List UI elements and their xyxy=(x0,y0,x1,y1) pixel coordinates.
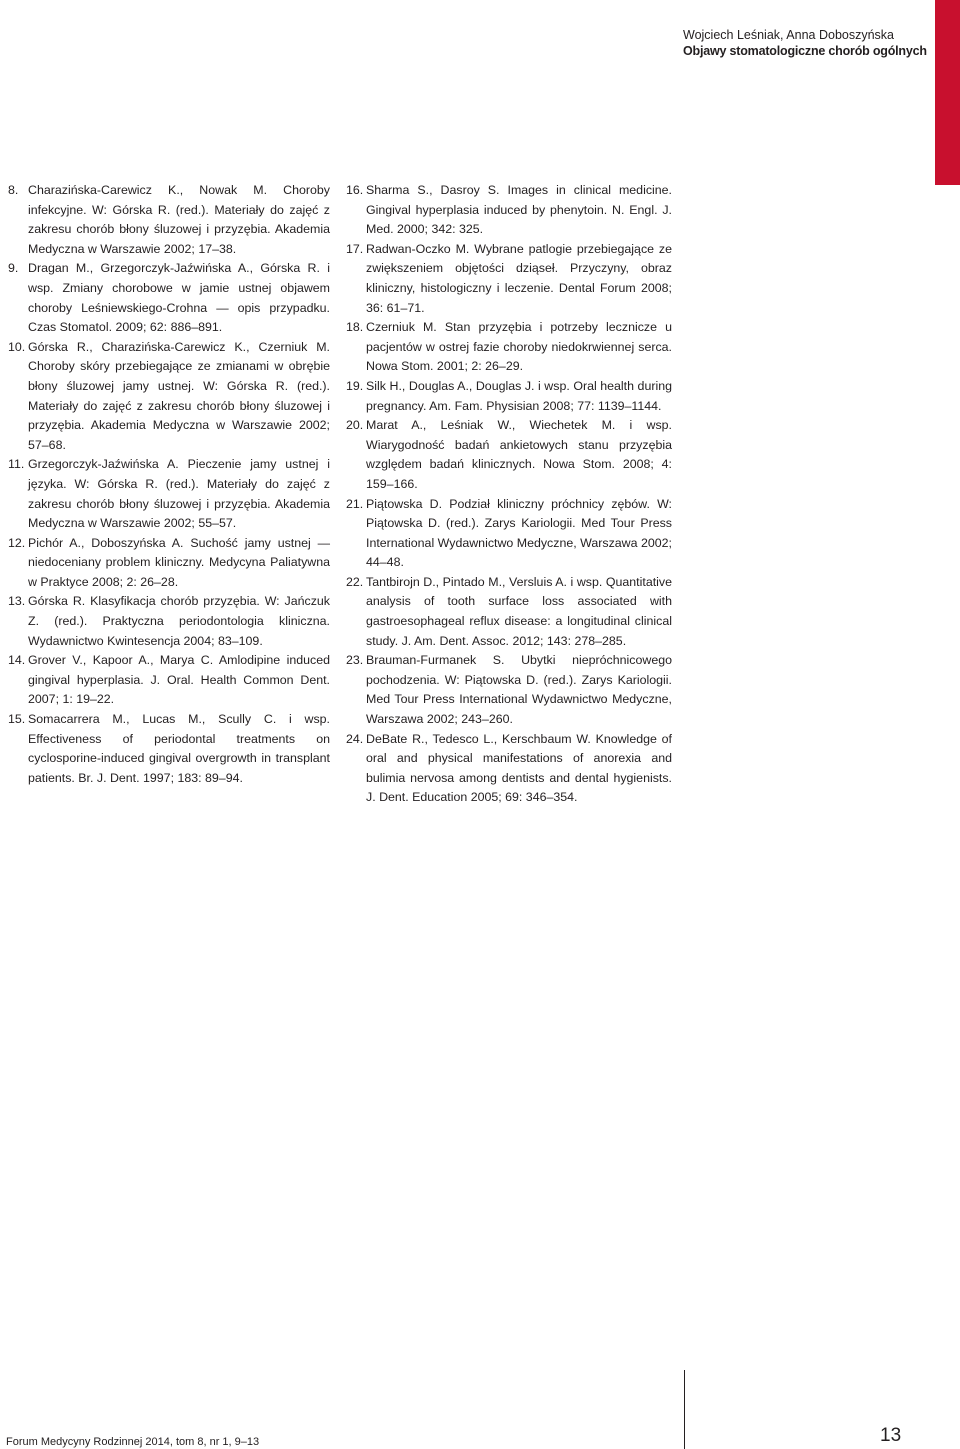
reference-text: Somacarrera M., Lucas M., Scully C. i wsp. Effectiveness of periodontal treatments on cyclosporine-induced gingival overgrowth in transplant patients. Br. J. Dent. 1997; 183: 89–94. xyxy=(28,712,330,785)
reference-text: Czerniuk M. Stan przyzębia i potrzeby lecznicze u pacjentów w ostrej fazie choroby niedokrwiennej serca. Nowa Stom. 2001; 2: 26–29. xyxy=(366,320,672,374)
reference-item xyxy=(346,240,672,318)
reference-item xyxy=(346,573,672,651)
footer-divider xyxy=(684,1370,685,1449)
reference-item xyxy=(346,730,672,808)
reference-number: 8. xyxy=(8,183,19,197)
reference-number: 16. xyxy=(346,183,364,197)
reference-number: 19. xyxy=(346,378,364,393)
reference-item xyxy=(8,338,330,456)
header-title: Objawy stomatologiczne chorób ogólnych xyxy=(683,44,927,58)
reference-number: 18. xyxy=(346,320,364,335)
reference-item xyxy=(346,416,672,494)
reference-item xyxy=(8,651,330,710)
references-right-column xyxy=(346,181,672,808)
accent-bar xyxy=(935,0,960,185)
reference-item xyxy=(8,710,330,788)
reference-text: Brauman-Furmanek S. Ubytki niepróchnicowego pochodzenia. W: Piątowska D. (red.). Zarys Kariologii. Med Tour Press International Wydawnictwo Medyczne, Warszawa 2002; 243–260. xyxy=(366,653,672,727)
reference-text: Górska R., Charazińska-Carewicz K., Czerniuk M. Choroby skóry przebiegające ze zmianami w obrębie błony śluzowej jamy ustnej. W: Górska R. (red.). Materiały do zajęć z zakresu chorób błony śluzowej i przyzębia. Akademia Medyczna w Warszawie 2002; 57–68. xyxy=(28,339,330,452)
reference-item xyxy=(8,592,330,651)
reference-text: Piątowska D. Podział kliniczny próchnicy zębów. W: Piątowska D. (red.). Zarys Kariologii. Med Tour Press International Wydawnictwo Medyczne, Warszawa 2002; 44–48. xyxy=(366,496,672,570)
footer-journal-citation: Forum Medycyny Rodzinnej 2014, tom 8, nr 1, 9–13 xyxy=(6,1436,260,1448)
reference-number: 13. xyxy=(8,594,26,609)
reference-number: 17. xyxy=(346,241,364,256)
reference-text: Charazińska-Carewicz K., Nowak M. Choroby infekcyjne. W: Górska R. (red.). Materiały do zajęć z zakresu chorób błony śluzowej i przyzębia. Akademia Medyczna w Warszawie 2002; 17–38. xyxy=(28,183,330,256)
page-number: 13 xyxy=(880,1425,902,1446)
reference-item xyxy=(8,534,330,593)
reference-item xyxy=(346,318,672,377)
reference-number: 24. xyxy=(346,731,364,746)
reference-number: 21. xyxy=(346,496,364,511)
header-authors: Wojciech Leśniak, Anna Doboszyńska xyxy=(683,28,894,42)
reference-item xyxy=(346,181,672,240)
reference-number: 9. xyxy=(8,261,19,276)
reference-item xyxy=(346,377,672,416)
reference-item xyxy=(8,181,330,259)
running-header xyxy=(683,27,933,59)
reference-item xyxy=(8,259,330,337)
reference-text: Pichór A., Doboszyńska A. Suchość jamy ustnej — niedoceniany problem kliniczny. Medycyna Paliatywna w Praktyce 2008; 2: 26–28. xyxy=(28,535,330,589)
reference-number: 15. xyxy=(8,712,26,727)
reference-text: Dragan M., Grzegorczyk-Jaźwińska A., Górska R. i wsp. Zmiany chorobowe w jamie ustnej objawem choroby Leśniewskiego-Crohna — opis przypadku. Czas Stomatol. 2009; 62: 886–891. xyxy=(28,261,330,335)
reference-text: Grover V., Kapoor A., Marya C. Amlodipine induced gingival hyperplasia. J. Oral. Health Common Dent. 2007; 1: 19–22. xyxy=(28,653,330,707)
reference-number: 22. xyxy=(346,574,364,589)
reference-item xyxy=(346,651,672,729)
references-left-column xyxy=(8,181,330,788)
reference-text: Górska R. Klasyfikacja chorób przyzębia. W: Jańczuk Z. (red.). Praktyczna periodontologia kliniczna. Wydawnictwo Kwintesencja 2004; 83–109. xyxy=(28,594,330,648)
reference-item xyxy=(8,455,330,533)
reference-text: Radwan-Oczko M. Wybrane patlogie przebiegające ze zwiększeniem objętości dziąseł. Przyczyny, obraz kliniczny, histologiczny i leczenie. Dental Forum 2008; 36: 61–71. xyxy=(366,241,672,315)
reference-number: 12. xyxy=(8,535,26,550)
reference-text: Grzegorczyk-Jaźwińska A. Pieczenie jamy ustnej i języka. W: Górska R. (red.). Materiały do zajęć z zakresu chorób błony śluzowej i przyzębia. Akademia Medyczna w Warszawie 2002; 55–57. xyxy=(28,457,330,531)
reference-number: 10. xyxy=(8,339,26,354)
reference-text: DeBate R., Tedesco L., Kerschbaum W. Knowledge of oral and physical manifestations of anorexia and bulimia nervosa among dentists and dental hygienists. J. Dent. Education 2005; 69: 346–354. xyxy=(366,731,672,805)
reference-item xyxy=(346,495,672,573)
reference-text: Silk H., Douglas A., Douglas J. i wsp. Oral health during pregnancy. Am. Fam. Physisian 2008; 77: 1139–1144. xyxy=(366,378,672,413)
reference-number: 20. xyxy=(346,418,364,433)
reference-text: Sharma S., Dasroy S. Images in clinical medicine. Gingival hyperplasia induced by phenytoin. N. Engl. J. Med. 2000; 342: 325. xyxy=(366,183,672,237)
reference-number: 14. xyxy=(8,653,26,668)
reference-text: Tantbirojn D., Pintado M., Versluis A. i wsp. Quantitative analysis of tooth surface loss associated with gastroesophageal reflux disease: a longitudinal clinical study. J. Am. Dent. Assoc. 2012; 143: 278–285. xyxy=(366,574,672,648)
reference-text: Marat A., Leśniak W., Wiechetek M. i wsp. Wiarygodność badań ankietowych stanu przyzębia względem badań klinicznych. Nowa Stom. 2008; 4: 159–166. xyxy=(366,418,672,491)
reference-number: 11. xyxy=(8,457,25,472)
reference-number: 23. xyxy=(346,653,364,668)
